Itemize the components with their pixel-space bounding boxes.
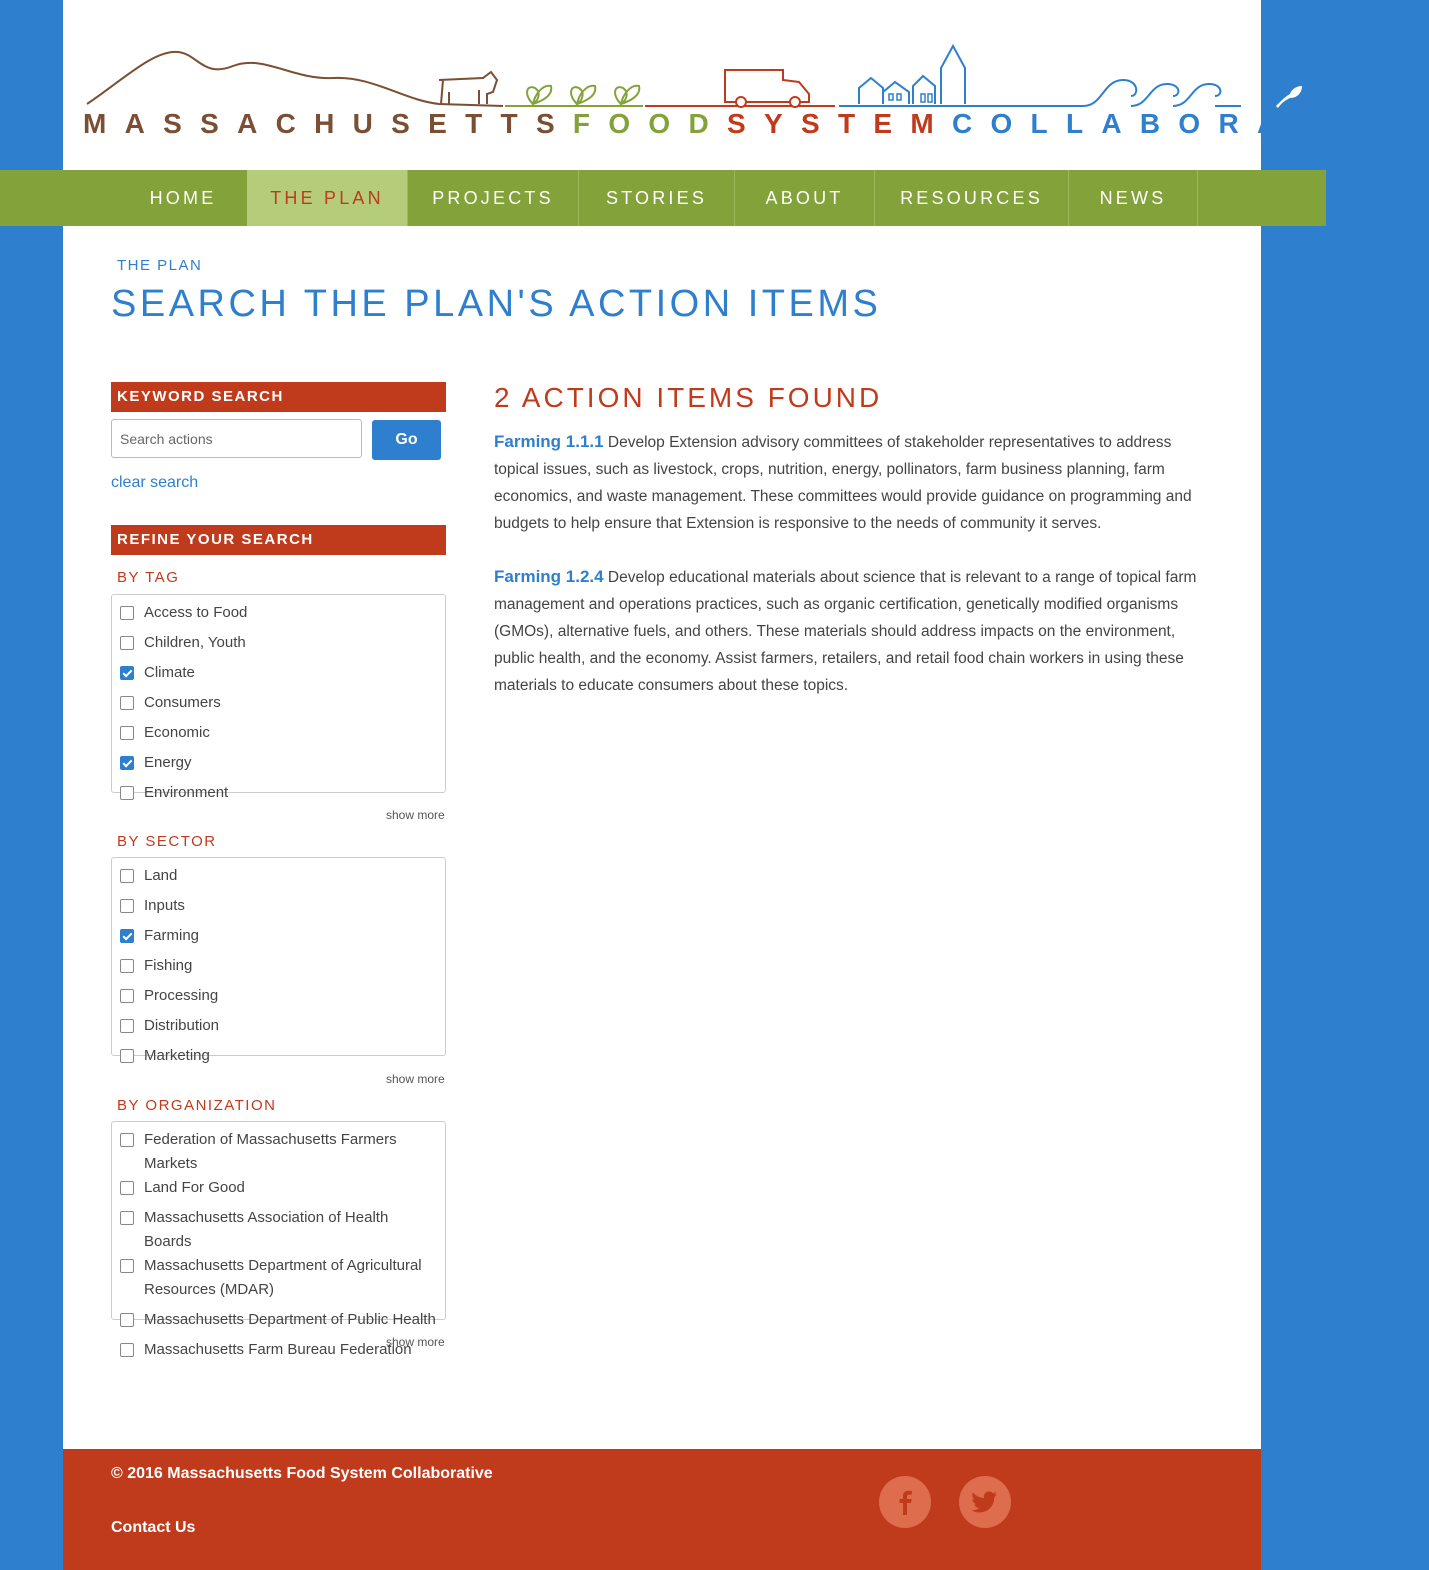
nav-item-resources[interactable]: RESOURCES bbox=[875, 170, 1069, 226]
keyword-search-heading: KEYWORD SEARCH bbox=[111, 382, 446, 412]
site-footer bbox=[63, 1449, 1261, 1570]
result-ref-link[interactable]: Farming 1.1.1 bbox=[494, 432, 604, 451]
clear-search-link[interactable]: clear search bbox=[111, 474, 199, 491]
checkbox-checked[interactable] bbox=[120, 929, 134, 943]
checkbox[interactable] bbox=[120, 1211, 134, 1225]
tag-filter-item[interactable]: Environment bbox=[112, 781, 445, 811]
page-title: SEARCH THE PLAN'S ACTION ITEMS bbox=[111, 283, 882, 325]
contact-us-link[interactable]: Contact Us bbox=[111, 1519, 196, 1536]
go-button[interactable]: Go bbox=[372, 420, 441, 460]
facebook-icon[interactable] bbox=[879, 1476, 931, 1528]
tag-filter-item[interactable]: Energy bbox=[112, 751, 445, 781]
checkbox[interactable] bbox=[120, 1049, 134, 1063]
checkbox-checked[interactable] bbox=[120, 756, 134, 770]
sector-filter-item[interactable]: Land bbox=[112, 864, 445, 894]
result-text: Develop educational materials about science that is relevant to a range of topical farm management and operations practices, such as organic certification, genetically modified organisms (GMOs), alternative fuels, and others. These materials should address impacts on the environment, public health, and the economy. Assist farmers, retailers, and retail food chain workers in using these materials to educate consumers about these topics. bbox=[494, 569, 1197, 694]
main-nav bbox=[0, 170, 1326, 226]
tag-show-more-link[interactable]: show more bbox=[386, 808, 445, 822]
checkbox[interactable] bbox=[120, 636, 134, 650]
tag-filter-item[interactable]: Access to Food bbox=[112, 601, 445, 631]
logo-word-massachusetts: MASSACHUSETTS bbox=[83, 108, 573, 139]
leaf-icon[interactable] bbox=[1274, 82, 1304, 112]
by-tag-label: BY TAG bbox=[117, 569, 180, 586]
nav-item-projects[interactable]: PROJECTS bbox=[408, 170, 579, 226]
checkbox[interactable] bbox=[120, 726, 134, 740]
checkbox[interactable] bbox=[120, 1343, 134, 1357]
tag-filter-item[interactable]: Consumers bbox=[112, 691, 445, 721]
checkbox[interactable] bbox=[120, 1181, 134, 1195]
result-item bbox=[494, 428, 1206, 537]
organization-filter-item[interactable]: Massachusetts Department of Public Health bbox=[112, 1308, 445, 1338]
sector-show-more-link[interactable]: show more bbox=[386, 1072, 445, 1086]
checkbox[interactable] bbox=[120, 1019, 134, 1033]
result-text: Develop Extension advisory committees of stakeholder representatives to address topical issues, such as livestock, crops, nutrition, energy, pollinators, farm business planning, farm economics, and waste management. These committees would provide guidance on programming and budgets to help ensure that Extension is responsive to the needs of community it serves. bbox=[494, 434, 1192, 532]
refine-search-heading: REFINE YOUR SEARCH bbox=[111, 525, 446, 555]
organization-filter-item[interactable]: Massachusetts Farm Bureau Federation bbox=[112, 1338, 445, 1368]
tag-filter-item[interactable]: Climate bbox=[112, 661, 445, 691]
site-header bbox=[63, 0, 1429, 170]
result-item bbox=[494, 563, 1206, 699]
twitter-icon[interactable] bbox=[959, 1476, 1011, 1528]
by-sector-label: BY SECTOR bbox=[117, 833, 217, 850]
logo-word-food: FOOD bbox=[572, 108, 728, 139]
checkbox[interactable] bbox=[120, 899, 134, 913]
sector-filter-item[interactable]: Marketing bbox=[112, 1044, 445, 1074]
nav-item-about[interactable]: ABOUT bbox=[735, 170, 875, 226]
checkbox[interactable] bbox=[120, 1313, 134, 1327]
logo-word-collaborative: COLLABORATIVE bbox=[951, 108, 1429, 139]
search-input[interactable] bbox=[111, 419, 362, 458]
checkbox[interactable] bbox=[120, 869, 134, 883]
sector-filter-item[interactable]: Fishing bbox=[112, 954, 445, 984]
copyright-text: © 2016 Massachusetts Food System Collaborative bbox=[111, 1465, 493, 1482]
sector-filter-list[interactable] bbox=[111, 857, 446, 1064]
sector-filter-item[interactable]: Inputs bbox=[112, 894, 445, 924]
logo-illustration bbox=[83, 40, 1243, 110]
organization-show-more-link[interactable]: show more bbox=[386, 1335, 445, 1349]
organization-filter-item[interactable]: Massachusetts Department of Agricultural Resources (MDAR) bbox=[112, 1254, 445, 1308]
breadcrumb[interactable]: THE PLAN bbox=[117, 257, 203, 274]
page-container bbox=[63, 0, 1429, 1570]
results-count-heading: 2 ACTION ITEMS FOUND bbox=[494, 382, 883, 413]
tag-filter-item[interactable]: Economic bbox=[112, 721, 445, 751]
checkbox[interactable] bbox=[120, 989, 134, 1003]
by-organization-label: BY ORGANIZATION bbox=[117, 1097, 277, 1114]
checkbox-checked[interactable] bbox=[120, 666, 134, 680]
logo-wordmark[interactable] bbox=[83, 108, 1429, 140]
nav-item-stories[interactable]: STORIES bbox=[579, 170, 735, 226]
checkbox[interactable] bbox=[120, 1133, 134, 1147]
logo-word-system: SYSTEM bbox=[727, 108, 952, 139]
checkbox[interactable] bbox=[120, 696, 134, 710]
organization-filter-item[interactable]: Massachusetts Association of Health Boards bbox=[112, 1206, 445, 1254]
nav-item-home[interactable]: HOME bbox=[149, 187, 217, 208]
organization-filter-item[interactable]: Federation of Massachusetts Farmers Markets bbox=[112, 1128, 445, 1176]
checkbox[interactable] bbox=[120, 959, 134, 973]
nav-item-news[interactable]: NEWS bbox=[1069, 170, 1198, 226]
checkbox[interactable] bbox=[120, 786, 134, 800]
checkbox[interactable] bbox=[120, 606, 134, 620]
tag-filter-item[interactable]: Children, Youth bbox=[112, 631, 445, 661]
nav-item-the-plan[interactable]: THE PLAN bbox=[247, 170, 408, 226]
result-ref-link[interactable]: Farming 1.2.4 bbox=[494, 567, 604, 586]
sector-filter-item[interactable]: Processing bbox=[112, 984, 445, 1014]
checkbox[interactable] bbox=[120, 1259, 134, 1273]
sector-filter-item[interactable]: Farming bbox=[112, 924, 445, 954]
organization-filter-item[interactable]: Land For Good bbox=[112, 1176, 445, 1206]
sector-filter-item[interactable]: Distribution bbox=[112, 1014, 445, 1044]
tag-filter-list[interactable] bbox=[111, 594, 446, 801]
